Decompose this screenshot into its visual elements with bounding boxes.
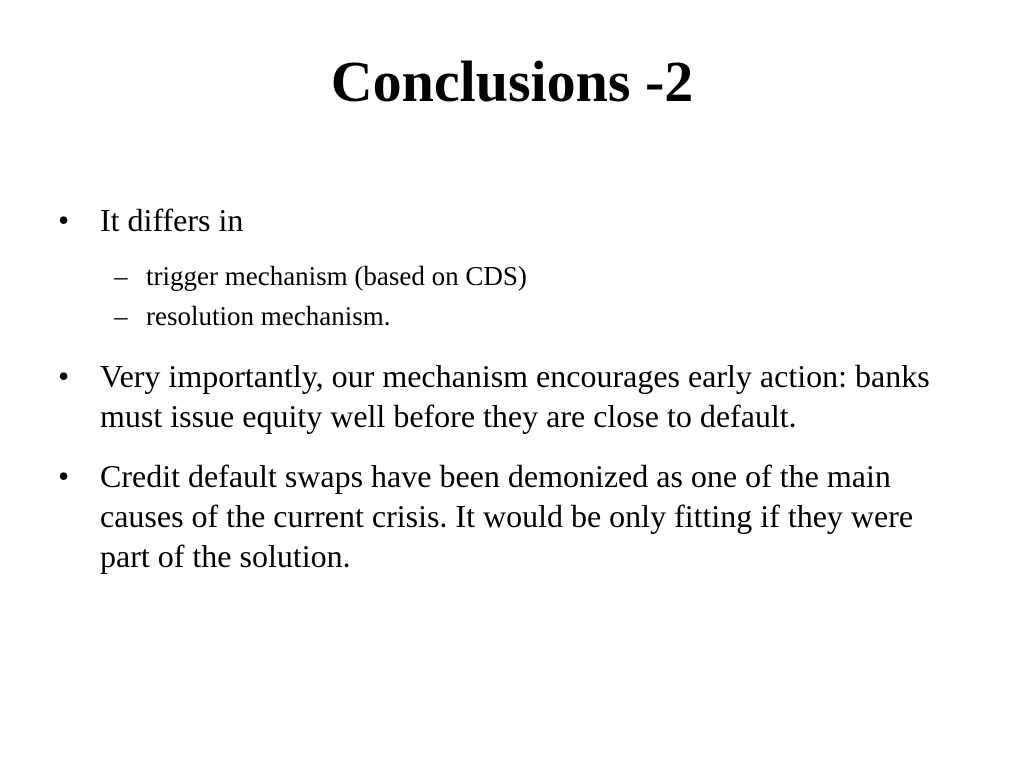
slide-content <box>58 200 968 596</box>
bullet-text: Credit default swaps have been demonized as one of the main causes of the current crisis. It would be only fitting if they were part of the solution. <box>100 458 914 574</box>
bullet-text: It differs in <box>100 202 244 238</box>
slide-title: Conclusions -2 <box>330 49 694 114</box>
sub-bullet-item <box>100 256 968 296</box>
bullet-icon: • <box>58 202 70 238</box>
bullet-item <box>58 356 968 436</box>
bullet-icon: • <box>58 458 70 494</box>
dash-icon: – <box>114 301 128 331</box>
bullet-item <box>58 456 968 576</box>
sub-bullet-text: trigger mechanism (based on CDS) <box>146 261 527 291</box>
dash-icon: – <box>114 261 128 291</box>
bullet-item <box>58 200 968 336</box>
sub-bullet-text: resolution mechanism. <box>146 301 391 331</box>
sub-bullet-list <box>100 256 968 336</box>
bullet-icon: • <box>58 358 70 394</box>
bullet-text: Very importantly, our mechanism encourages early action: banks must issue equity well before they are close to default. <box>100 358 930 434</box>
sub-bullet-item <box>100 296 968 336</box>
bullet-list <box>58 200 968 576</box>
